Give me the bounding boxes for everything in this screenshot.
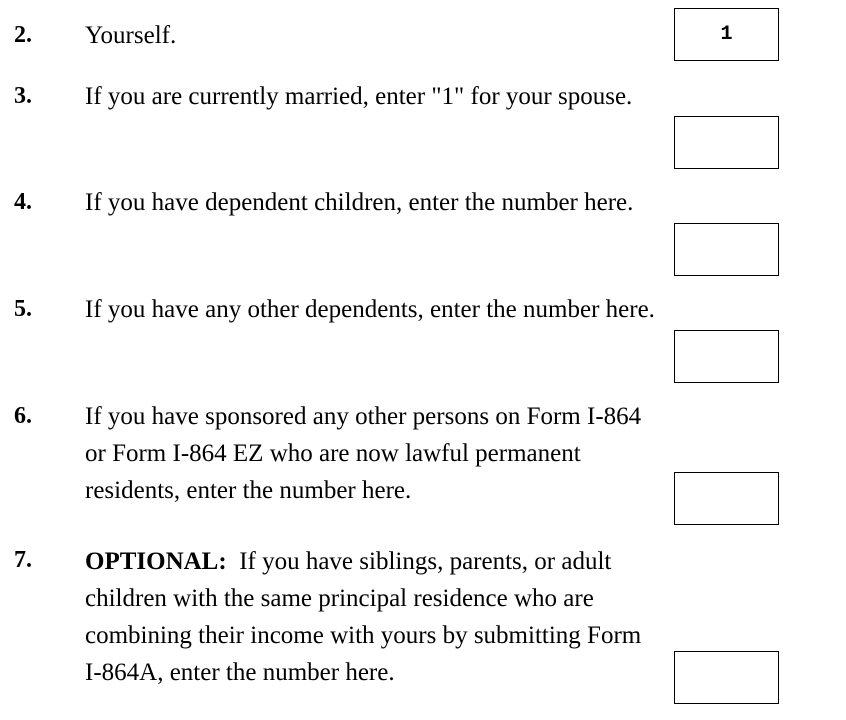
item-text-3: [85, 78, 632, 115]
household-members-count-field[interactable]: [674, 651, 779, 704]
optional-label: OPTIONAL:: [85, 548, 227, 575]
item-7-line-1-text: If you have siblings, parents, or adult: [239, 548, 612, 575]
sponsored-persons-count-field[interactable]: [674, 472, 779, 525]
item-7-line-1: [85, 543, 641, 580]
item-5-line-1: If you have any other dependents, enter the number here.: [85, 296, 655, 323]
item-text-2: [85, 17, 176, 54]
item-6-line-3: residents, enter the number here.: [85, 477, 412, 504]
item-text-5: [85, 291, 655, 328]
item-3-line-1: If you are currently married, enter "1" for your spouse.: [85, 83, 633, 110]
item-text-4: [85, 184, 633, 221]
item-number-5: 5.: [14, 296, 32, 322]
item-7-line-4: I-864A, enter the number here.: [85, 659, 395, 686]
spouse-count-field[interactable]: [674, 116, 779, 169]
item-number-7: 7.: [14, 547, 32, 573]
item-number-3: 3.: [14, 83, 32, 109]
item-number-4: 4.: [14, 189, 32, 215]
item-number-2: 2.: [14, 22, 32, 48]
item-number-6: 6.: [14, 403, 32, 429]
item-text-7: [85, 543, 641, 691]
item-text-6: [85, 398, 641, 509]
item-6-line-1: If you have sponsored any other persons on Form I-864: [85, 403, 642, 430]
item-7-line-2: children with the same principal residence who are: [85, 585, 594, 612]
other-dependents-count-field[interactable]: [674, 330, 779, 383]
item-7-line-3: combining their income with yours by submitting Form: [85, 622, 642, 649]
item-4-line-1: If you have dependent children, enter the number here.: [85, 189, 634, 216]
item-2-line-1: Yourself.: [85, 22, 177, 49]
item-6-line-2: or Form I-864 EZ who are now lawful permanent: [85, 440, 581, 467]
dependent-children-count-field[interactable]: [674, 223, 779, 276]
yourself-count-field[interactable]: [674, 8, 779, 61]
